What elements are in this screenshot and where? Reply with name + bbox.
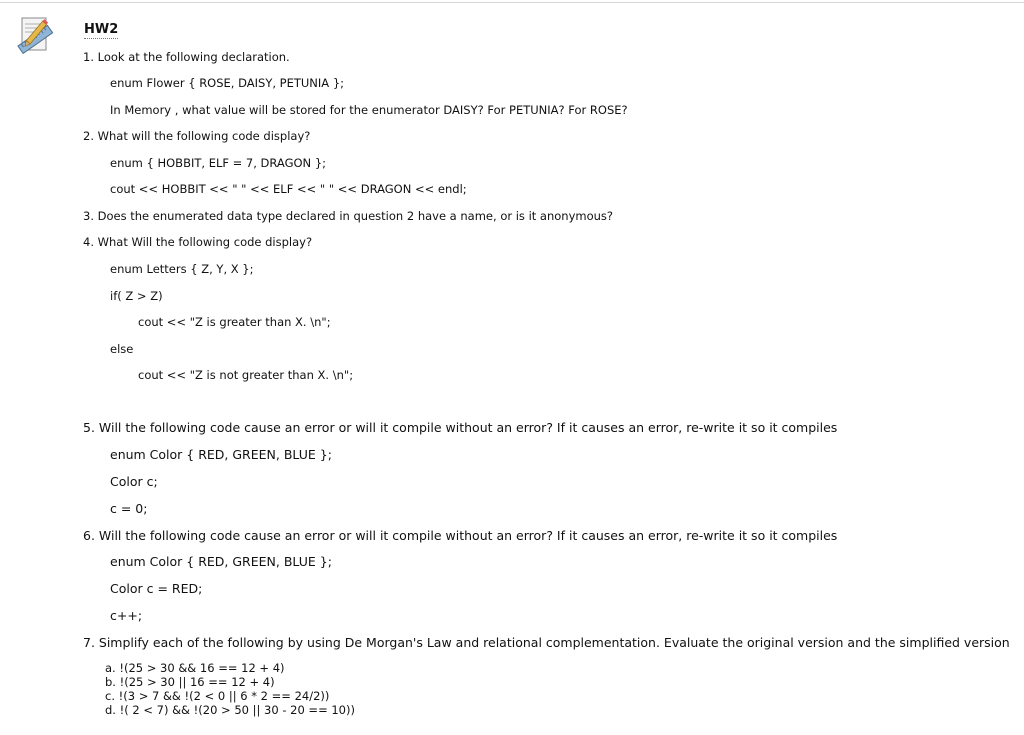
question-6-prompt: 6. Will the following code cause an error or will it compile without an error? If it causes an error, re-write it so it compiles (83, 528, 838, 543)
question-4-code-line-1: enum Letters { Z, Y, X }; (110, 262, 254, 276)
question-3-prompt: 3. Does the enumerated data type declared in question 2 have a name, or is it anonymous? (83, 209, 614, 223)
question-6-code-line-3: c++; (110, 608, 143, 623)
question-6-code-line-1: enum Color { RED, GREEN, BLUE }; (110, 554, 332, 569)
question-4-code-line-2: if( Z > Z) (110, 289, 163, 303)
question-7-prompt: 7. Simplify each of the following by using De Morgan's Law and relational complementation. Evaluate the original version and the simplified version (83, 635, 1010, 650)
question-2-prompt: 2. What will the following code display? (83, 129, 311, 143)
question-7-item-d: d. !( 2 < 7) && !(20 > 50 || 30 - 20 == 10)) (105, 703, 355, 717)
question-1-followup: In Memory , what value will be stored for the enumerator DAISY? For PETUNIA? For ROSE? (110, 103, 628, 117)
question-4-prompt: 4. What Will the following code display? (83, 235, 313, 249)
question-5-code-line-2: Color c; (110, 474, 158, 489)
document-title: HW2 (84, 22, 119, 37)
question-4-code-line-5: cout << "Z is not greater than X. \n"; (138, 368, 354, 382)
question-4-code-line-3: cout << "Z is greater than X. \n"; (138, 315, 331, 329)
question-7-item-a: a. !(25 > 30 && 16 == 12 + 4) (105, 661, 285, 675)
document-file-icon (15, 15, 55, 55)
question-7-item-b: b. !(25 > 30 || 16 == 12 + 4) (105, 675, 275, 689)
question-1-prompt: 1. Look at the following declaration. (83, 50, 290, 64)
question-1-code: enum Flower { ROSE, DAISY, PETUNIA }; (110, 76, 345, 90)
question-7-item-c: c. !(3 > 7 && !(2 < 0 || 6 * 2 == 24/2)) (105, 689, 330, 703)
question-5-code-line-1: enum Color { RED, GREEN, BLUE }; (110, 447, 332, 462)
question-5-code-line-3: c = 0; (110, 501, 148, 516)
question-5-prompt: 5. Will the following code cause an error or will it compile without an error? If it causes an error, re-write it so it compiles (83, 420, 838, 435)
question-6-code-line-2: Color c = RED; (110, 581, 203, 596)
top-divider (0, 2, 1024, 3)
question-2-code-line-2: cout << HOBBIT << " " << ELF << " " << DRAGON << endl; (110, 182, 467, 196)
question-2-code-line-1: enum { HOBBIT, ELF = 7, DRAGON }; (110, 156, 327, 170)
question-4-code-line-4: else (110, 342, 134, 356)
